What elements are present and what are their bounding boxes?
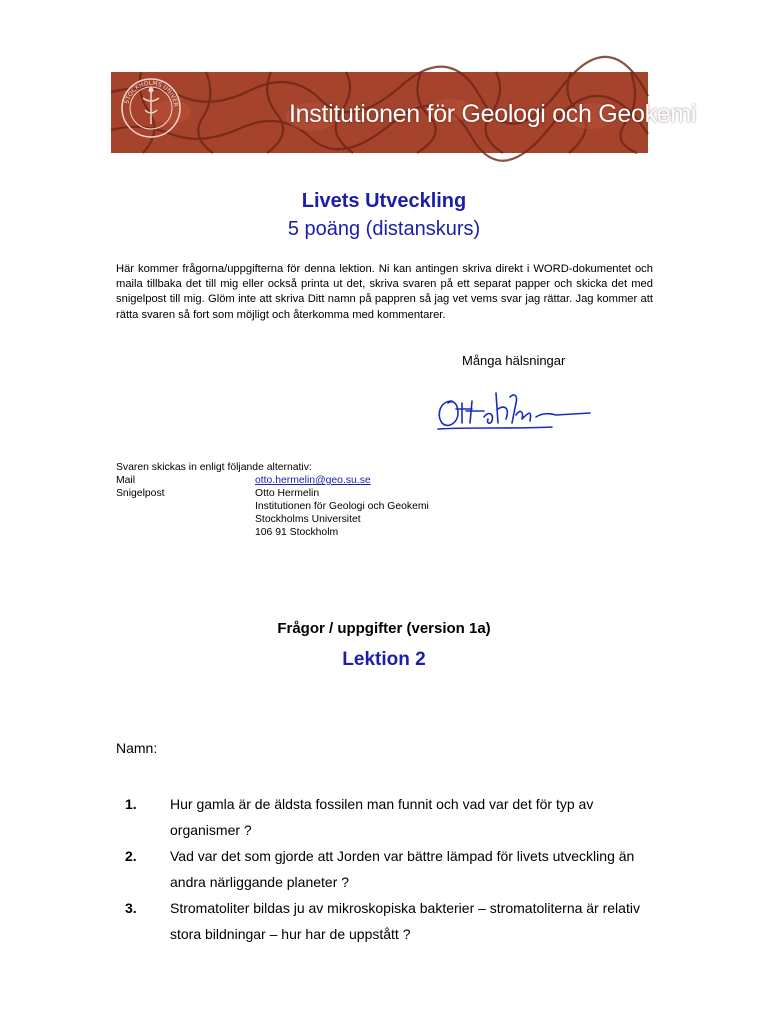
post-row-2 xyxy=(116,500,429,513)
post-line: 106 91 Stockholm xyxy=(255,527,339,538)
university-seal-icon xyxy=(119,76,183,140)
question-text: Vad var det som gjorde att Jorden var bättre lämpad för livets utveckling än andra närliggande planeter ? xyxy=(170,848,635,890)
question-item xyxy=(125,895,665,947)
mail-link[interactable]: otto.hermelin@geo.su.se xyxy=(255,475,371,486)
question-text: Hur gamla är de äldsta fossilen man funnit och vad var det för typ av organismer ? xyxy=(170,796,594,838)
mail-row xyxy=(116,474,429,487)
post-line: Otto Hermelin xyxy=(255,488,320,499)
banner-title: Institutionen för Geologi och Geokemi xyxy=(289,100,697,128)
post-row-3 xyxy=(116,513,429,526)
question-list xyxy=(125,791,665,947)
post-row-4 xyxy=(116,526,429,539)
handwritten-signature xyxy=(432,383,597,438)
document-subtitle: 5 poäng (distanskurs) xyxy=(287,218,481,240)
question-item xyxy=(125,791,665,843)
post-label: Snigelpost xyxy=(116,488,165,499)
greeting: Många hälsningar xyxy=(462,353,566,368)
intro-paragraph: Här kommer frågorna/uppgifterna för denna lektion. Ni kan antingen skriva direkt i WORD-dokumentet och maila tillbaka det till mig eller också printa ut det, skriva svaren på ett separat papper och skicka det med snigelpost till mig. Glöm inte att skriva Ditt namn på pappren så jag vet vems svar jag rättar. Jag kommer att rätta svaren så fort som möjligt och återkomma med kommentarer. xyxy=(116,263,653,321)
question-number: 3. xyxy=(125,900,137,916)
post-row xyxy=(116,487,429,500)
name-field-label: Namn: xyxy=(116,740,158,756)
questions-title: Frågor / uppgifter (version 1a) xyxy=(277,620,491,637)
post-label-spacer xyxy=(116,526,255,539)
submission-heading: Svaren skickas in enligt följande alternativ: xyxy=(116,462,312,473)
post-line: Institutionen för Geologi och Geokemi xyxy=(255,501,429,512)
question-item xyxy=(125,843,665,895)
question-text: Stromatoliter bildas ju av mikroskopiska bakterier – stromatoliterna är relativ stora bildningar – hur har de uppstått ? xyxy=(170,900,640,942)
seal-text: STOCKHOLMS UNIVER xyxy=(123,79,180,108)
svg-text:STOCKHOLMS UNIVERSITET xyxy=(119,76,179,107)
institution-banner xyxy=(111,72,697,153)
post-line: Stockholms Universitet xyxy=(255,514,361,525)
question-number: 2. xyxy=(125,848,137,864)
post-label-spacer xyxy=(116,500,255,513)
document-title: Livets Utveckling xyxy=(301,190,467,212)
mail-label: Mail xyxy=(116,475,136,486)
lesson-title: Lektion 2 xyxy=(342,649,426,670)
post-label-spacer xyxy=(116,513,255,526)
question-number: 1. xyxy=(125,796,137,812)
submission-info xyxy=(116,461,429,539)
